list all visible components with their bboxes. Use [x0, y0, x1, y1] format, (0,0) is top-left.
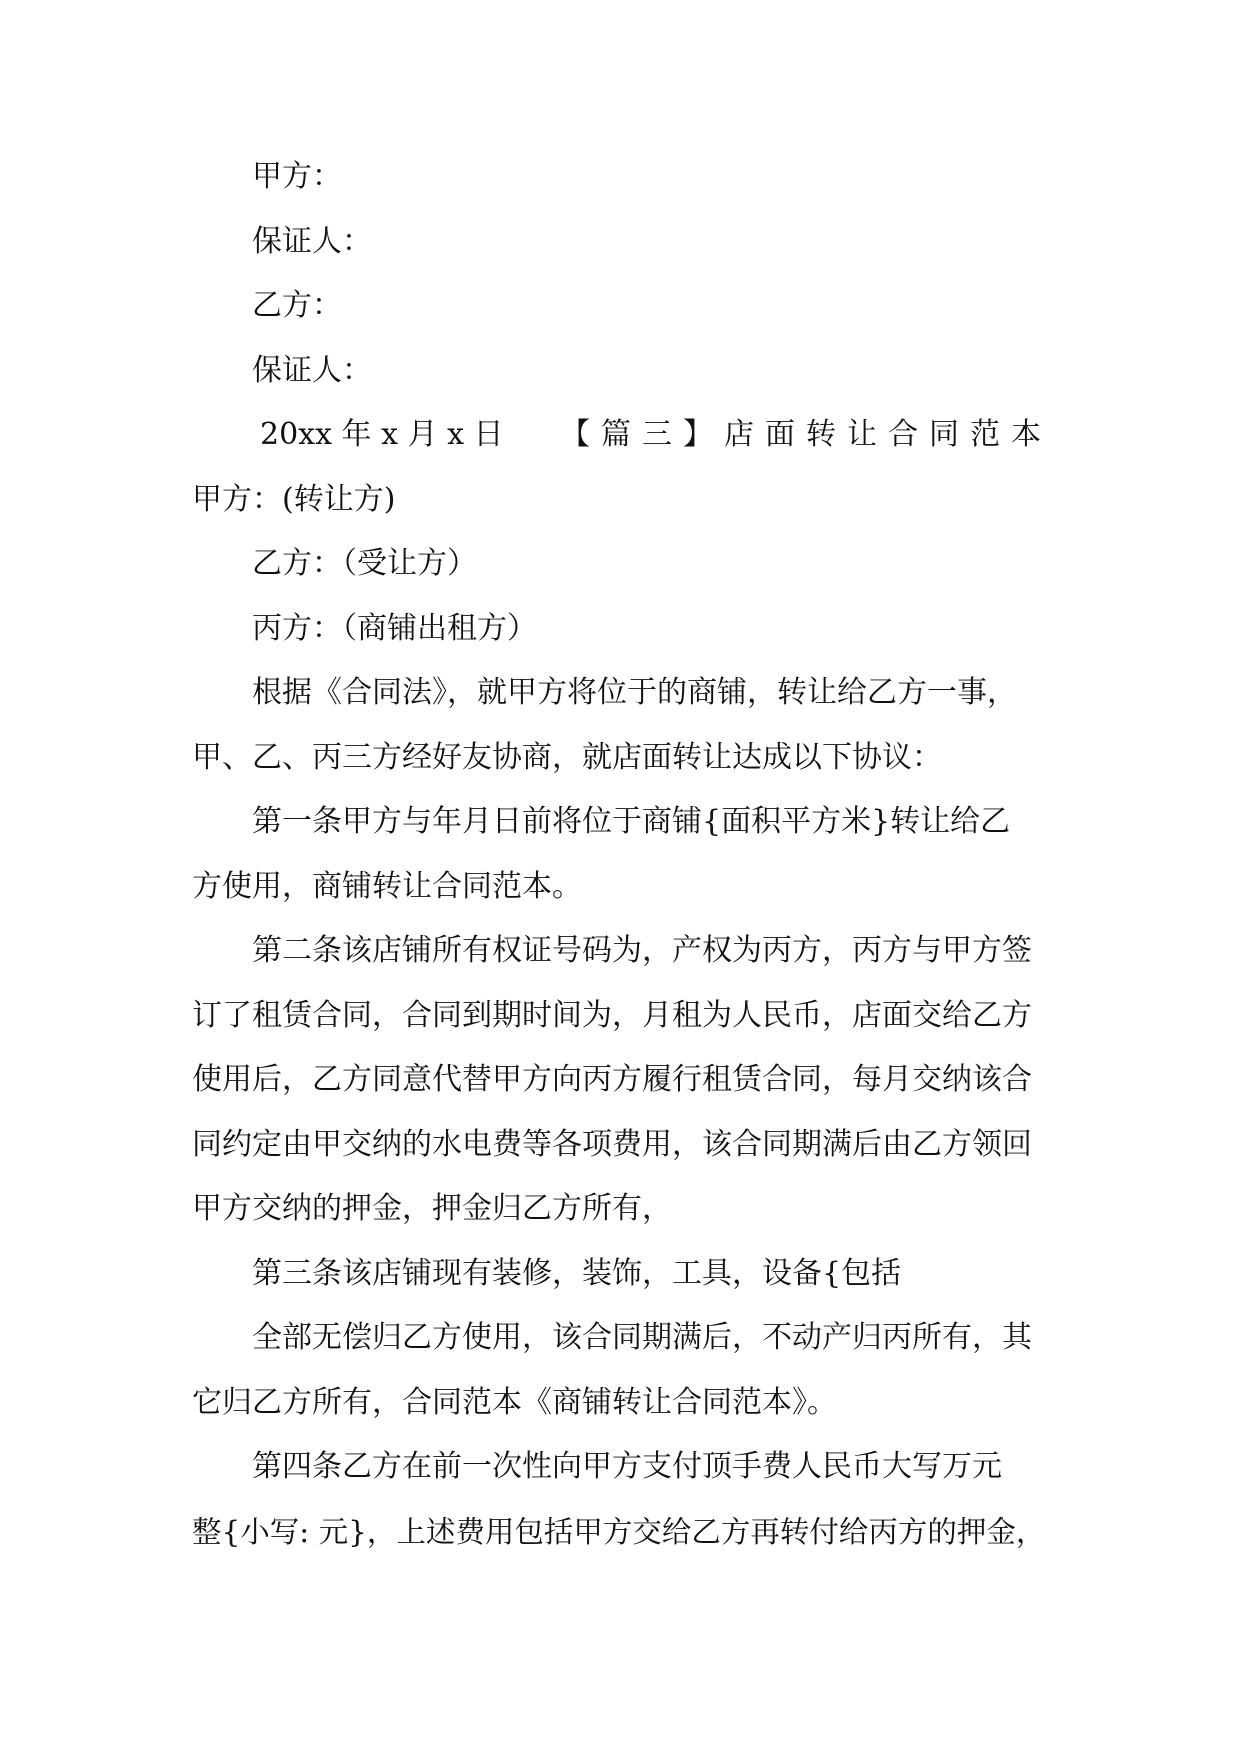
article-2-line-3: 使用后，乙方同意代替甲方向丙方履行租赁合同，每月交纳该合	[192, 1062, 1032, 1097]
guarantor-a-label: 保证人：	[252, 223, 372, 259]
signing-date: 20xx 年 x 月 x 日	[260, 417, 504, 452]
article-2-line-4: 同约定由甲交纳的水电费等各项费用，该合同期满后由乙方领回	[192, 1126, 1032, 1162]
article-4-line-2: 整{小写: 元}，上述费用包括甲方交给乙方再转付给丙方的押金，	[192, 1514, 1046, 1549]
party-a-transferor: 甲方：(转让方)	[192, 481, 396, 517]
article-1-line-1: 第一条甲方与年月日前将位于商铺{面积平方米}转让给乙	[252, 804, 1011, 839]
guarantor-b-label: 保证人：	[252, 352, 372, 388]
preamble-line-1: 根据《合同法》，就甲方将位于的商铺，转让给乙方一事，	[252, 675, 1017, 710]
section-heading: 【篇三】店面转让合同范本	[560, 417, 1052, 452]
article-2-line-5: 甲方交纳的押金，押金归乙方所有，	[192, 1191, 672, 1226]
party-c-lessor: 丙方：（商铺出租方）	[252, 610, 537, 646]
party-a-signature-label: 甲方：	[252, 159, 342, 194]
article-3-line-2: 全部无偿归乙方使用，该合同期满后，不动产归丙所有，其	[252, 1320, 1032, 1355]
article-1-line-2: 方使用，商铺转让合同范本。	[192, 868, 582, 904]
article-4-line-1: 第四条乙方在前一次性向甲方支付顶手费人民币大写万元	[252, 1449, 1002, 1484]
date-and-section-heading-line	[192, 403, 1052, 468]
article-2-line-1: 第二条该店铺所有权证号码为，产权为丙方，丙方与甲方签	[252, 933, 1032, 968]
document-body	[192, 145, 1052, 1564]
article-3-line-3: 它归乙方所有，合同范本《商铺转让合同范本》。	[192, 1384, 837, 1420]
party-b-transferee: 乙方：（受让方）	[252, 546, 477, 581]
article-3-line-1: 第三条该店铺现有装修，装饰，工具，设备{包括	[252, 1255, 902, 1291]
party-b-signature-label: 乙方：	[252, 288, 342, 323]
preamble-line-2: 甲、乙、丙三方经好友协商，就店面转让达成以下协议：	[192, 739, 942, 775]
article-2-line-2: 订了租赁合同，合同到期时间为，月租为人民币，店面交给乙方	[192, 997, 1032, 1033]
